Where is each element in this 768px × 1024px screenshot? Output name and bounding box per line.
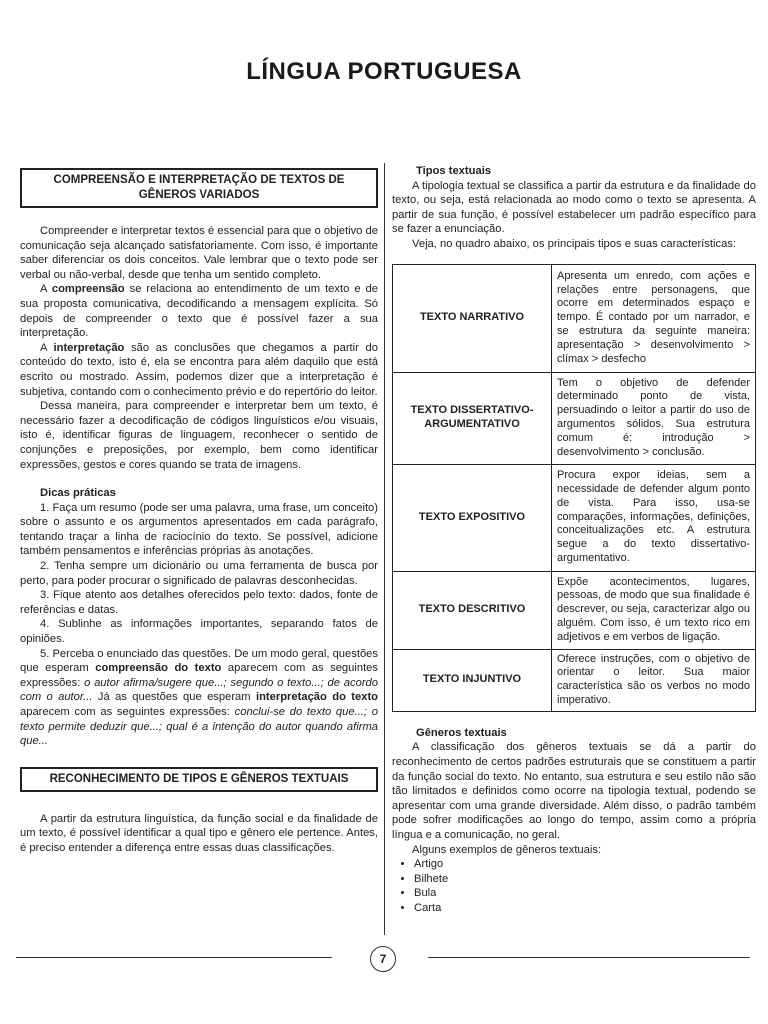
type-description: Procura expor ideias, sem a necessidade de defender algum ponto de vista. Para isso, usa-se comparações, informações, definições, conceitualizações etc. A estrutura segue a do texto dissertativo-argumentativo. (552, 464, 756, 571)
type-name: TEXTO DESCRITIVO (393, 571, 552, 649)
text: se relaciona ao entendimento de um texto e de sua proposta comunicativa, decodificando a mensagem explícita. Só depois de compreender o texto que é possível fazer a sua interpretação. (20, 283, 379, 340)
genre-examples-list (402, 857, 756, 915)
paragraph-tipos-generos: A partir da estrutura linguística, da função social e da finalidade de um texto, é possível identificar a qual tipo e gênero ele pertence. Antes, é preciso entender a diferença entre essas duas classificações. (20, 812, 378, 854)
paragraph-tipologia: A tipologia textual se classifica a partir da estrutura e da finalidade do texto, ou seja, está relacionada ao modo como o texto se apresenta. A partir de sua função, é possível estabelecer um padrão específico para se fazer a enunciação. (392, 179, 756, 236)
italic-text: conclui-se do texto que...; o texto permite deduzir que...; qual é a intenção do autor quando afirma que... (20, 706, 378, 748)
table-row (393, 372, 756, 464)
tips-heading: Dicas práticas (40, 487, 116, 500)
paragraph-exemplos: Alguns exemplos de gêneros textuais: (412, 843, 602, 856)
text: aparecem com as seguintes expressões: (20, 706, 235, 718)
paragraph-interpretacao (20, 341, 378, 399)
tip-item (20, 647, 378, 749)
type-name: TEXTO DISSERTATIVO-ARGUMENTATIVO (393, 372, 552, 464)
section-title-reconhecimento: RECONHECIMENTO DE TIPOS E GÊNEROS TEXTUAIS (20, 767, 378, 792)
text: são as conclusões que chegamos a partir do conteúdo do texto, isto é, ela se encontra para além daquilo que está escrito ou mostrado. Assim, podemos dizer que a interpretação é subjetiva, contando com o conhecimento prévio e do repertório do leitor. (20, 341, 378, 398)
right-column (392, 164, 756, 915)
table-row (393, 464, 756, 571)
type-name: TEXTO NARRATIVO (393, 264, 552, 372)
type-description: Tem o objetivo de defender determinado ponto de vista, persuadindo o leitor a partir do uso de argumentos sólidos. Sua estrutura comum é: introdução > desenvolvimento > conclusão. (552, 372, 756, 464)
column-divider (384, 163, 385, 935)
tip-item: 3. Fique atento aos detalhes oferecidos pelo texto: dados, fonte de referências e datas. (20, 589, 378, 616)
page-title: LÍNGUA PORTUGUESA (246, 58, 522, 85)
text-types-table (392, 264, 756, 712)
bold-term-interpretacao: interpretação (53, 341, 125, 354)
paragraph-quadro: Veja, no quadro abaixo, os principais tipos e suas características: (412, 237, 736, 250)
text: A (40, 341, 54, 354)
tip-item: 1. Faça um resumo (pode ser uma palavra, uma frase, um conceito) sobre o assunto e os argumentos apresentados em cada parágrafo, tentando traçar a linha de raciocínio do texto. Se possível, adicione também pensamentos e inferências próprias às anotações. (20, 501, 378, 558)
text: aparecem com as seguintes expressões: (20, 662, 378, 689)
type-name: TEXTO EXPOSITIVO (393, 464, 552, 571)
tip-item: 4. Sublinhe as informações importantes, separando fatos de opiniões. (20, 618, 378, 646)
bold-text: interpretação do texto (255, 691, 378, 704)
section-title-compreensao: COMPREENSÃO E INTERPRETAÇÃO DE TEXTOS DE GÊNEROS VARIADOS (20, 168, 378, 208)
table-row (393, 571, 756, 649)
text: Já as questões que esperam (92, 691, 256, 704)
list-item: • Artigo (414, 857, 756, 872)
footer-rule-right (428, 957, 750, 958)
table-row (393, 649, 756, 711)
table-row (393, 264, 756, 372)
list-item: • Bula (414, 886, 756, 901)
type-name: TEXTO INJUNTIVO (393, 649, 552, 711)
bold-term-compreensao: compreensão (51, 283, 125, 296)
bold-text: compreensão do texto (95, 662, 222, 675)
list-item: • Carta (414, 901, 756, 916)
genres-heading: Gêneros textuais (416, 726, 507, 739)
left-column (20, 168, 378, 856)
italic-text: o autor afirma/sugere que...; segundo o texto...; de acordo com o autor... (20, 676, 378, 704)
footer-rule-left (16, 957, 332, 958)
text: A (40, 283, 52, 296)
type-description: Oferece instruções, com o objetivo de orientar o leitor. Sua maior característica são os verbos no modo imperativo. (552, 649, 756, 711)
paragraph-generos: A classificação dos gêneros textuais se dá a partir do reconhecimento de certos padrões estruturais que se constituem a partir da função social do texto. No entanto, sua estrutura e seu estilo não são tão limitados e definidos como ocorre na tipologia textual, podendo se apresentar com uma grande diversidade. Além disso, o padrão também pode sofrer modificações ao longo do tempo, assim como a própria língua e a comunicação, no geral. (392, 741, 756, 841)
type-description: Expõe acontecimentos, lugares, pessoas, de modo que sua finalidade é descrever, ou seja, caracterizar algo ou alguém. Com isso, é um texto rico em adjetivos e em verbos de ligação. (552, 571, 756, 649)
list-item: • Bilhete (414, 872, 756, 887)
types-heading: Tipos textuais (416, 165, 492, 177)
text: 5. Perceba o enunciado das questões. De um modo geral, questões que esperam (20, 647, 378, 675)
tip-item: 2. Tenha sempre um dicionário ou uma ferramenta de busca por perto, para poder procurar o significado de palavras desconhecidas. (20, 560, 378, 587)
paragraph-compreensao (20, 282, 378, 340)
type-description: Apresenta um enredo, com ações e relações entre personagens, que ocorre em determinados espaço e tempo. É contado por um narrador, e se estrutura da seguinte maneira: apresentação > desenvolvimento > clímax > desfecho (552, 264, 756, 372)
paragraph-intro: Compreender e interpretar textos é essencial para que o objetivo de comunicação seja alcançado satisfatoriamente. Com isso, é importante saber diferenciar os dois conceitos. Vale lembrar que o texto pode ser verbal ou não-verbal, desde que tenha um sentido completo. (20, 225, 378, 281)
page-number: 7 (370, 946, 396, 972)
paragraph-decodificacao: Dessa maneira, para compreender e interpretar bem um texto, é necessário fazer a decodificação de códigos linguísticos e/ou visuais, isto é, identificar figuras de linguagem, reconhecer o sentido de conjunções e preposições, por exemplo, bem como identificar expressões, gestos e cores quando se trata de imagens. (20, 400, 378, 471)
